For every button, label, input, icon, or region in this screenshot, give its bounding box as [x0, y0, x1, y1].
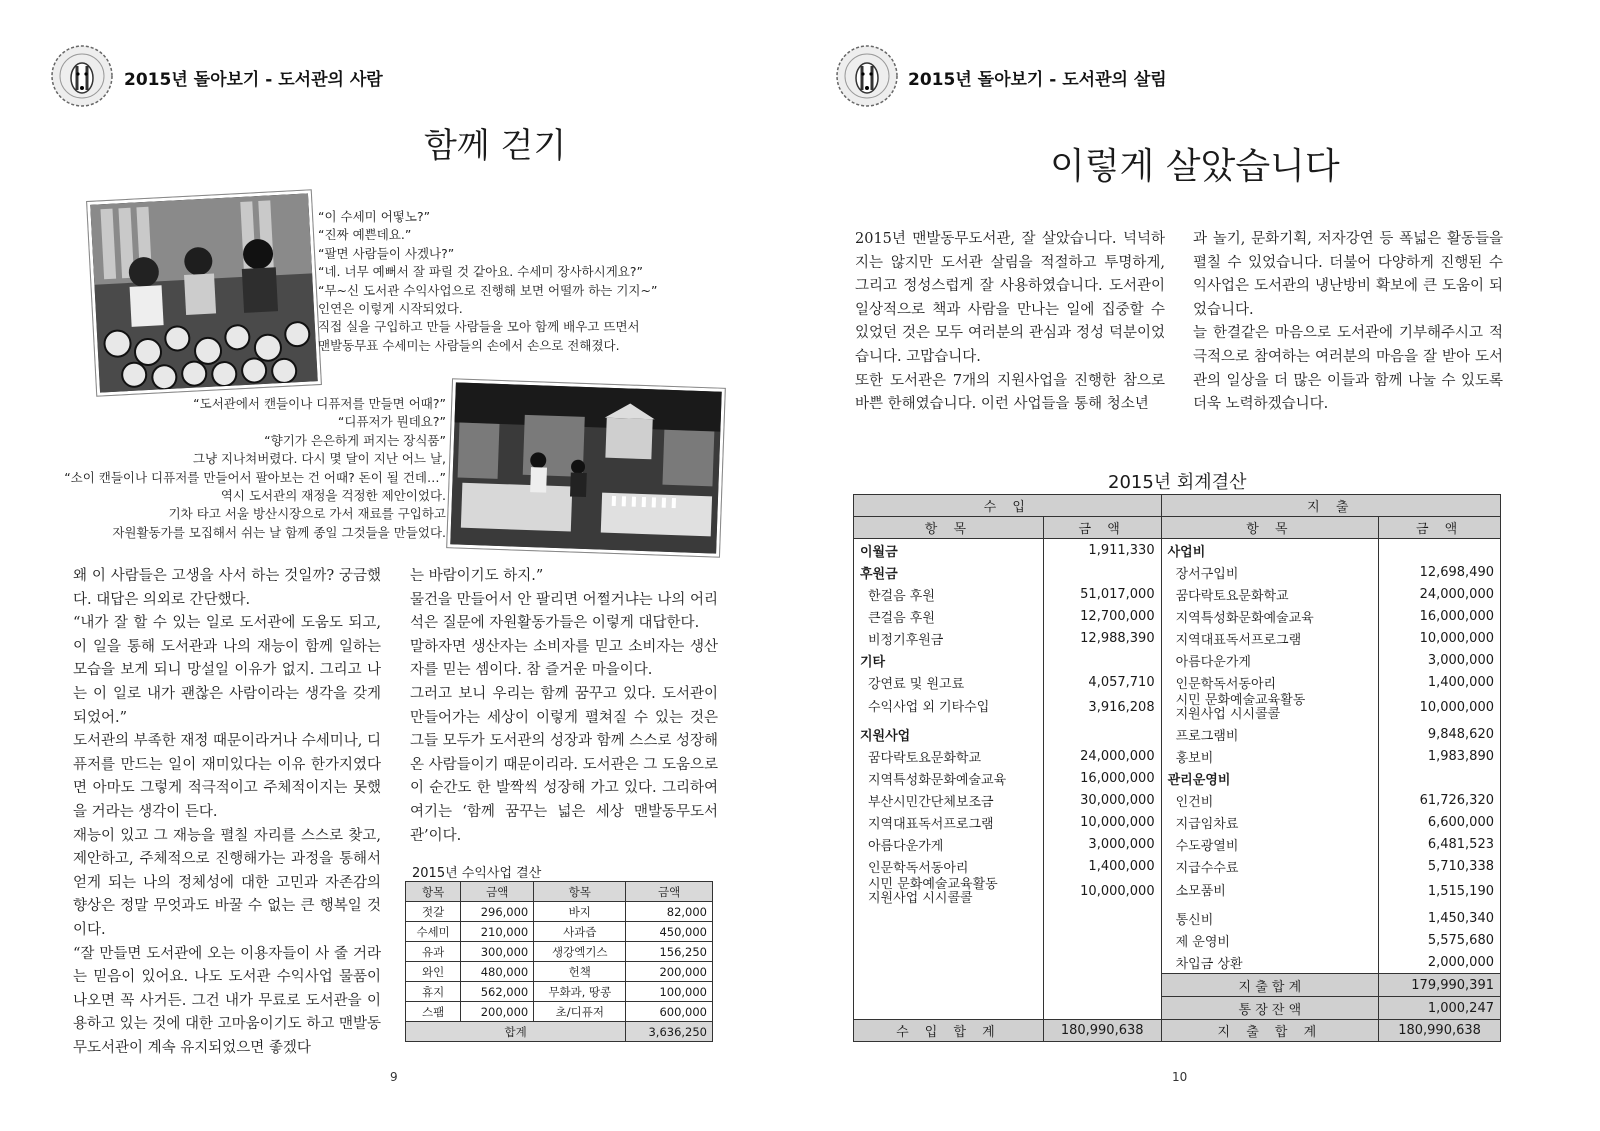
income-total: 180,990,638 [1043, 1020, 1161, 1042]
library-workshop-photo [447, 379, 725, 556]
right-page-header: 2015년 돌아보기 - 도서관의 살림 [908, 70, 1167, 90]
income-item: 비정기후원금 [854, 627, 1044, 649]
cell: 480,000 [461, 962, 534, 982]
cell: 600,000 [626, 1002, 713, 1022]
accounts-table [853, 494, 1501, 1042]
income-item: 시민 문화예술교육활동 지원사업 시시콜콜 [854, 877, 1044, 907]
income-item: 한걸음 후원 [854, 583, 1044, 605]
expense-amount: 24,000,000 [1379, 583, 1501, 605]
expense-amount: 61,726,320 [1379, 789, 1501, 811]
quote-line: “향기가 은은하게 퍼지는 장식품” [264, 432, 446, 448]
cell: 562,000 [461, 982, 534, 1002]
expense-amount [1379, 767, 1501, 789]
table-row [854, 833, 1501, 855]
table-row [406, 922, 713, 942]
expense-header: 지 출 [1161, 495, 1500, 517]
paragraph: 도서관의 부족한 재정 때문이라거나 수세미나, 디퓨저를 만드는 일이 재미있다는 이유 한가지였다면 아마도 그렇게 적극적이고 주체적이지는 못했을 거라는 생각이 든다. [73, 733, 381, 820]
expense-item: 장서구입비 [1161, 561, 1379, 583]
empty-cell [1043, 929, 1161, 951]
table-row [854, 671, 1501, 693]
right-page-title: 이렇게 살았습니다 [1050, 146, 1340, 187]
table-row [854, 561, 1501, 583]
expense-item: 지역특성화문화예술교육 [1161, 605, 1379, 627]
col-header: 항목 [534, 882, 626, 902]
cell: 휴지 [406, 982, 461, 1002]
table-row [854, 693, 1501, 723]
quote-line: “무~신 도서관 수익사업으로 진행해 보면 어떨까 하는 기지~” [318, 282, 658, 298]
income-amount: 51,017,000 [1043, 583, 1161, 605]
expense-summary-amount: 1,000,247 [1379, 997, 1501, 1020]
expense-amount: 10,000,000 [1379, 627, 1501, 649]
expense-amount [1379, 539, 1501, 562]
expense-item: 지급수수료 [1161, 855, 1379, 877]
quote-line: “이 수세미 어떻노?” [318, 209, 431, 224]
income-projects-table [405, 881, 713, 1042]
quote-line: “소이 캔들이나 디퓨저를 만들어서 팔아보는 건 어때? 돈이 될 건데…” [64, 469, 446, 485]
paragraph: 또한 도서관은 7개의 지원사업을 진행한 참으로 바쁜 한해였습니다. 이런 사업들을 통해 청소년 [855, 372, 1165, 413]
paragraph: “내가 잘 할 수 있는 일로 도서관에 도움도 되고, 이 일을 통해 도서관과 나의 재능이 함께 일하는 모습을 보게 되니 망설일 이유가 없지. 그리고 나는 이 일로 내가 괜찮은 사람이라는 생각을 갖게 되었어.” [73, 615, 381, 726]
expense-amount: 12,698,490 [1379, 561, 1501, 583]
cell: 와인 [406, 962, 461, 982]
col-header: 금액 [461, 882, 534, 902]
table-row [854, 583, 1501, 605]
expense-amount: 10,000,000 [1379, 693, 1501, 723]
expense-item: 지급임차료 [1161, 811, 1379, 833]
income-item: 큰걸음 후원 [854, 605, 1044, 627]
quote-line: “도서관에서 캔들이나 디퓨저를 만들면 어때?” [193, 396, 446, 411]
income-amount [1043, 723, 1161, 745]
accounts-table-caption: 2015년 회계결산 [1108, 472, 1247, 493]
income-item: 인문학독서동아리 [854, 855, 1044, 877]
table-row [854, 649, 1501, 671]
cell: 200,000 [626, 962, 713, 982]
cell: 450,000 [626, 922, 713, 942]
table-row [854, 767, 1501, 789]
empty-cell [854, 907, 1044, 929]
expense-item: 통신비 [1161, 907, 1379, 929]
empty-cell [854, 974, 1044, 997]
quote-line: “진짜 예쁜데요.” [318, 227, 412, 243]
income-item: 후원금 [854, 561, 1044, 583]
income-item: 수익사업 외 기타수입 [854, 693, 1044, 723]
cell: 무화과, 땅콩 [534, 982, 626, 1002]
paragraph: 2015년 맨발동무도서관, 잘 살았습니다. 넉넉하지는 않지만 도서관 살림을 적절하고 투명하게, 그리고 정성스럽게 잘 사용하였습니다. 도서관이 일상적으로 책과 사람을 만나는 일에 집중할 수 있었던 것은 모두 여러분의 관심과 정성 덕분이었습니다. 고맙습니다. [855, 231, 1165, 365]
expense-item: 차입금 상환 [1161, 951, 1379, 974]
expense-amount: 1,450,340 [1379, 907, 1501, 929]
expense-amount: 16,000,000 [1379, 605, 1501, 627]
paragraph: 물건을 만들어서 안 팔리면 어쩔거냐는 나의 어리석은 질문에 자원활동가들은 이렇게 대답한다. [410, 591, 718, 632]
income-amount: 24,000,000 [1043, 745, 1161, 767]
expense-amount: 2,000,000 [1379, 951, 1501, 974]
income-item: 지역특성화문화예술교육 [854, 767, 1044, 789]
paragraph: 말하자면 생산자는 소비자를 믿고 소비자는 생산자를 믿는 셈이다. 참 즐거운 마을이다. [410, 638, 718, 679]
table-row [406, 962, 713, 982]
table-row [854, 745, 1501, 767]
empty-cell [1043, 907, 1161, 929]
income-amount: 10,000,000 [1043, 811, 1161, 833]
income-item: 이월금 [854, 539, 1044, 562]
expense-summary-label: 통 장 잔 액 [1161, 997, 1379, 1020]
small-table-caption: 2015년 수익사업 결산 [412, 866, 542, 881]
col-header: 금액 [626, 882, 713, 902]
cell: 생강엑기스 [534, 942, 626, 962]
empty-cell [1043, 951, 1161, 974]
income-item: 강연료 및 원고료 [854, 671, 1044, 693]
quote-line: 역시 도서관의 재정을 걱정한 제안이었다. [220, 488, 446, 504]
empty-cell [854, 929, 1044, 951]
table-row [854, 855, 1501, 877]
table-total-row [406, 1022, 713, 1042]
left-body-column-2 [410, 565, 718, 848]
accounts-body [854, 539, 1501, 1020]
income-amount: 3,916,208 [1043, 693, 1161, 723]
expense-total-label: 지 출 합 계 [1161, 1020, 1379, 1042]
cell: 200,000 [461, 1002, 534, 1022]
right-body-column-2 [1193, 228, 1503, 417]
quote-line: “네. 너무 예뻐서 잘 파릴 것 같아요. 수세미 장사하시게요?” [318, 264, 643, 280]
expense-amount: 3,000,000 [1379, 649, 1501, 671]
quote-candles [64, 395, 446, 542]
cell: 헌책 [534, 962, 626, 982]
col-header: 항목 [406, 882, 461, 902]
table-row [854, 997, 1501, 1020]
cell: 초/디퓨저 [534, 1002, 626, 1022]
paragraph: 는 바람이기도 하지.” [410, 568, 544, 584]
quote-line: 자원활동가를 모집해서 쉬는 날 함께 종일 그것들을 만들었다. [112, 524, 446, 540]
page-number-left: 9 [390, 1070, 398, 1084]
table-row [406, 902, 713, 922]
totals-row [854, 1020, 1501, 1042]
income-amount: 12,700,000 [1043, 605, 1161, 627]
expense-item: 수도광열비 [1161, 833, 1379, 855]
income-amount: 1,911,330 [1043, 539, 1161, 562]
left-page-title: 함께 걷기 [424, 126, 567, 166]
expense-amount: 9,848,620 [1379, 723, 1501, 745]
paragraph: 늘 한결같은 마음으로 도서관에 기부해주시고 적극적으로 참여하는 여러분의 마음을 잘 받아 도서관의 일상을 더 많은 이들과 함께 나눌 수 있도록 더욱 노력하겠습니다. [1193, 325, 1503, 413]
cell: 100,000 [626, 982, 713, 1002]
table-row [854, 907, 1501, 929]
table-row [854, 539, 1501, 562]
page-number-right: 10 [1172, 1070, 1188, 1084]
paragraph: “잘 만들면 도서관에 오는 이용자들이 사 줄 거라는 믿음이 있어요. 나도 도서관 수익사업 물품이 나오면 꼭 사거든. 그건 내가 무료로 도서관을 이용하고 있는 것에 대한 고마움이기도 하고 맨발동무도서관이 계속 유지되었으면 좋겠다 [73, 945, 381, 1056]
total-label: 합계 [406, 1022, 626, 1042]
expense-item: 관리운영비 [1161, 767, 1379, 789]
income-item: 지역대표독서프로그램 [854, 811, 1044, 833]
cell: 스팸 [406, 1002, 461, 1022]
quote-line: 직접 실을 구입하고 만들 사람들을 모아 함께 배우고 뜨면서 [318, 319, 640, 335]
badger-logo-icon [50, 44, 114, 108]
income-amount: 1,400,000 [1043, 855, 1161, 877]
empty-cell [1043, 997, 1161, 1020]
expense-item: 제 운영비 [1161, 929, 1379, 951]
table-row [406, 982, 713, 1002]
quote-line: 인연은 이렇게 시작되었다. [318, 301, 463, 317]
paragraph: 과 놀기, 문화기획, 저자강연 등 폭넓은 활동들을 펼칠 수 있었습니다. 더불어 다양하게 진행된 수익사업은 도서관의 냉난방비 확보에 큰 도움이 되었습니다. [1193, 231, 1503, 318]
table-row [854, 974, 1501, 997]
left-body-column-1 [73, 565, 381, 1060]
paragraph: 그러고 보니 우리는 함께 꿈꾸고 있다. 도서관이 만들어가는 세상이 이렇게 펼쳐질 수 있는 것은 그들 모두가 도서관의 성장과 함께 스스로 성장해 온 사람들이기 때문이리라. 도서관은 그 도움으로 이 순간도 한 발짝씩 성장해 가고 있다. 그리하여 여기는 ‘함께 꿈꾸는 넓은 세상 맨발동무도서관’이다. [410, 685, 718, 844]
income-amount: 12,988,390 [1043, 627, 1161, 649]
table-row [854, 929, 1501, 951]
expense-total: 180,990,638 [1379, 1020, 1501, 1042]
income-amount [1043, 649, 1161, 671]
expense-item: 프로그램비 [1161, 723, 1379, 745]
income-item: 꿈다락토요문화학교 [854, 745, 1044, 767]
col-header: 항 목 [854, 517, 1044, 539]
expense-summary-amount: 179,990,391 [1379, 974, 1501, 997]
expense-item: 인건비 [1161, 789, 1379, 811]
paragraph: 재능이 있고 그 재능을 펼칠 자리를 스스로 찾고, 제안하고, 주체적으로 진행해가는 과정을 통해서 얻게 되는 나의 정체성에 대한 고민과 자존감의 향상은 정말 무엇과도 바꿀 수 없는 큰 행복일 것이다. [73, 827, 381, 938]
expense-item: 인문학독서동아리 [1161, 671, 1379, 693]
quote-line: “디퓨저가 뭔데요?” [337, 414, 446, 430]
expense-amount: 1,983,890 [1379, 745, 1501, 767]
cell: 유과 [406, 942, 461, 962]
income-item: 지원사업 [854, 723, 1044, 745]
cell: 사과즙 [534, 922, 626, 942]
total-value: 3,636,250 [626, 1022, 713, 1042]
income-item: 부산시민간단체보조금 [854, 789, 1044, 811]
expense-item: 홍보비 [1161, 745, 1379, 767]
cell: 210,000 [461, 922, 534, 942]
income-amount: 16,000,000 [1043, 767, 1161, 789]
expense-item: 시민 문화예술교육활동 지원사업 시시콜콜 [1161, 693, 1379, 723]
expense-item: 지역대표독서프로그램 [1161, 627, 1379, 649]
table-row [406, 942, 713, 962]
expense-amount: 1,400,000 [1379, 671, 1501, 693]
expense-item: 꿈다락토요문화학교 [1161, 583, 1379, 605]
expense-amount: 6,600,000 [1379, 811, 1501, 833]
empty-cell [854, 951, 1044, 974]
cell: 300,000 [461, 942, 534, 962]
paragraph: 왜 이 사람들은 고생을 사서 하는 것일까? 궁금했다. 대답은 의외로 간단했다. [73, 568, 381, 608]
cell: 젓갈 [406, 902, 461, 922]
table-row [854, 811, 1501, 833]
expense-amount: 1,515,190 [1379, 877, 1501, 907]
income-amount: 3,000,000 [1043, 833, 1161, 855]
badger-logo-icon [835, 44, 899, 108]
income-item: 기타 [854, 649, 1044, 671]
income-total-label: 수 입 합 계 [854, 1020, 1044, 1042]
income-amount: 30,000,000 [1043, 789, 1161, 811]
income-header: 수 입 [854, 495, 1162, 517]
table-row [854, 605, 1501, 627]
table-row [854, 723, 1501, 745]
cell: 156,250 [626, 942, 713, 962]
income-amount: 10,000,000 [1043, 877, 1161, 907]
table-row [854, 951, 1501, 974]
quote-knitting [318, 208, 657, 355]
income-amount [1043, 561, 1161, 583]
left-page-header: 2015년 돌아보기 - 도서관의 사람 [124, 70, 383, 90]
col-header: 금 액 [1043, 517, 1161, 539]
expense-amount: 6,481,523 [1379, 833, 1501, 855]
table-row [854, 789, 1501, 811]
knitting-group-photo [87, 190, 321, 395]
cell: 82,000 [626, 902, 713, 922]
expense-amount: 5,575,680 [1379, 929, 1501, 951]
quote-line: 그냥 지나쳐버렸다. 다시 몇 달이 지난 어느 날, [192, 451, 446, 467]
cell: 바지 [534, 902, 626, 922]
table-row [406, 1002, 713, 1022]
cell: 수세미 [406, 922, 461, 942]
quote-line: 맨발동무표 수세미는 사람들의 손에서 손으로 전해졌다. [318, 337, 620, 353]
quote-line: 기차 타고 서울 방산시장으로 가서 재료를 구입하고 [168, 506, 446, 522]
expense-item: 사업비 [1161, 539, 1379, 562]
right-body-column-1 [855, 228, 1165, 417]
income-amount: 4,057,710 [1043, 671, 1161, 693]
table-row [854, 877, 1501, 907]
expense-item: 아름다운가게 [1161, 649, 1379, 671]
empty-cell [1043, 974, 1161, 997]
expense-summary-label: 지 출 합 계 [1161, 974, 1379, 997]
cell: 296,000 [461, 902, 534, 922]
table-row [854, 627, 1501, 649]
expense-item: 소모품비 [1161, 877, 1379, 907]
empty-cell [854, 997, 1044, 1020]
col-header: 항 목 [1161, 517, 1379, 539]
income-item: 아름다운가게 [854, 833, 1044, 855]
expense-amount: 5,710,338 [1379, 855, 1501, 877]
col-header: 금 액 [1379, 517, 1501, 539]
quote-line: “팔면 사람들이 사겠나?” [318, 245, 455, 261]
